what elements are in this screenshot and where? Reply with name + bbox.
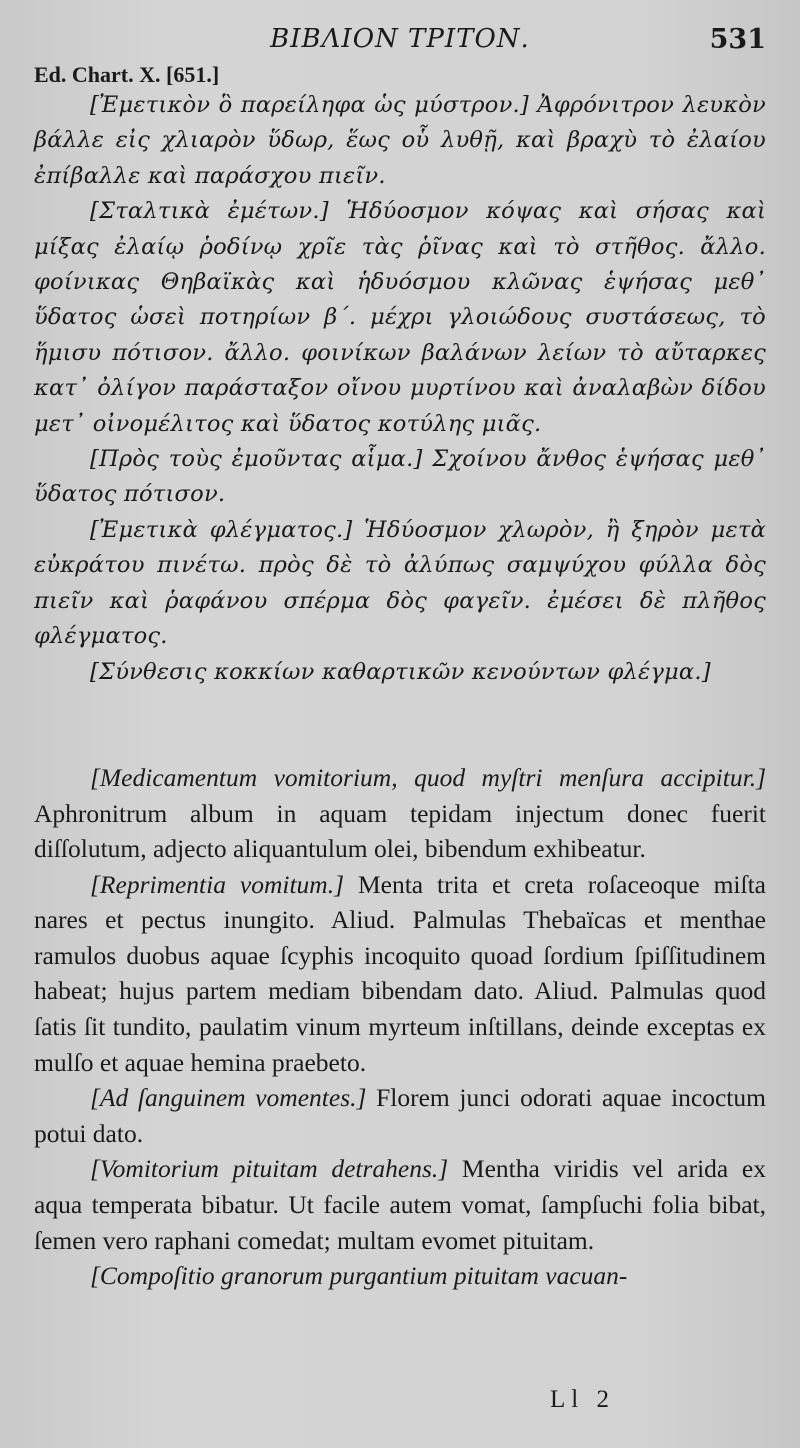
greek-recipe-text: Ἡδύοσμον κόψας καὶ σήσας καὶ μίξας ἐλαίῳ ῥοδίνῳ χρῖε τὰς ῥῖνας καὶ τὸ στῆθος. ἄλλο. φοίνικας Θηβαϊκὰς καὶ ἡδυόσμου κλῶνας ἑψήσας μεθ᾽ ὕδατος ὡσεὶ ποτηρίων β΄. μέχρι γλοιώδους συστάσεως, τὸ ἥμισυ πότισον. ἄλλο. φοινίκων βαλάνων λείων τὸ αὔταρκες κατ᾽ ὀλίγον παράσταξον οἴνου μυρτίνου καὶ ἀναλαβὼν δίδου μετ᾽ οἰνομέλιτος καὶ ὕδατος κοτύλης μιᾶς.: [34, 198, 767, 437]
latin-paragraph: [34, 867, 766, 1081]
signature-mark: Ll 2: [550, 1386, 615, 1413]
greek-recipe-text: Ἀφρόνιτρον λευκὸν βάλλε εἰς χλιαρὸν ὕδωρ, ἕως οὗ λυθῇ, καὶ βραχὺ τὸ ἐλαίου ἐπίβαλλε καὶ παράσχου πιεῖν.: [34, 92, 766, 189]
latin-recipe-text: Florem junci odorati aquae incoctum potui dato.: [34, 1083, 766, 1148]
latin-recipe-text: Aphronitrum album in aquam tepidam injectum donec fuerit diſſolutum, adjecto aliquantulum olei, bibendum exhibeatur.: [34, 798, 766, 864]
latin-paragraph: [34, 760, 766, 867]
running-head: ΒΙΒΛΙΟΝ ΤΡΙΤΟΝ.: [270, 24, 530, 54]
edition-reference: Ed. Chart. X. [651.]: [34, 62, 220, 87]
greek-text-block: [34, 88, 766, 690]
latin-recipe-text: Mentha viridis vel arida ex aqua temperata bibatur. Ut facile autem vomat, ſampſuchi folia bibat, ſemen vero raphani comedat; multam evomet pituitam.: [34, 1154, 766, 1255]
greek-paragraph: [34, 513, 766, 655]
greek-paragraph: [34, 442, 766, 513]
greek-paragraph: [34, 655, 766, 690]
latin-recipe-heading: [Reprimentia vomitum.]: [90, 869, 345, 899]
latin-recipe-text: Menta trita et creta roſaceoque miſta nares et pectus inungito. Aliud. Palmulas Thebaïcas et menthae ramulos duobus aquae ſcyphis incoquito quoad ſordium ſpiſſitudinem habeat; hujus partem mediam bibendam dato. Aliud. Palmulas quod ſatis ſit tundito, paulatim vinum myrteum inſtillans, deinde exceptas ex mulſo et aquae hemina praebeto.: [34, 869, 766, 1077]
latin-text-block: [34, 760, 766, 1294]
latin-paragraph: [34, 1258, 766, 1294]
greek-recipe-heading: [Πρὸς τοὺς ἐμοῦντας αἷμα.]: [90, 446, 423, 473]
latin-recipe-heading: [Medicamentum vomitorium, quod myſtri menſura accipitur.]: [90, 762, 766, 792]
latin-recipe-heading: [Vomitorium pituitam detrahens.]: [90, 1154, 449, 1184]
greek-recipe-heading: [Ἐμετικὸν ὃ παρείληφα ὡς μύστρον.]: [90, 92, 529, 118]
greek-paragraph: [34, 194, 766, 442]
greek-recipe-heading: [Σύνθεσις κοκκίων καθαρτικῶν κενούντων φλέγμα.]: [90, 658, 711, 685]
page-number: 531: [709, 24, 766, 55]
latin-paragraph: [34, 1080, 766, 1151]
latin-recipe-heading: [Ad ſanguinem vomentes.]: [90, 1083, 367, 1113]
greek-recipe-heading: [Σταλτικὰ ἐμέτων.]: [90, 198, 329, 225]
latin-paragraph: [34, 1151, 766, 1258]
greek-recipe-text: Σχοίνου ἄνθος ἑψήσας μεθ᾽ ὕδατος πότισον.: [34, 446, 766, 508]
section-gap: [34, 690, 766, 760]
latin-recipe-heading: [Compoſitio granorum purgantium pituitam vacuan-: [90, 1261, 628, 1291]
greek-recipe-text: Ἡδύοσμον χλωρὸν, ἢ ξηρὸν μετὰ εὐκράτου πινέτω. πρὸς δὲ τὸ ἀλύπως σαμψύχου φύλλα δὸς πιεῖν καὶ ῥαφάνου σπέρμα δὸς φαγεῖν. ἐμέσει δὲ πλῆθος φλέγματος.: [34, 516, 766, 650]
page-header: [34, 24, 766, 60]
greek-recipe-heading: [Ἐμετικὰ φλέγματος.]: [90, 516, 353, 543]
greek-paragraph: [34, 88, 766, 194]
